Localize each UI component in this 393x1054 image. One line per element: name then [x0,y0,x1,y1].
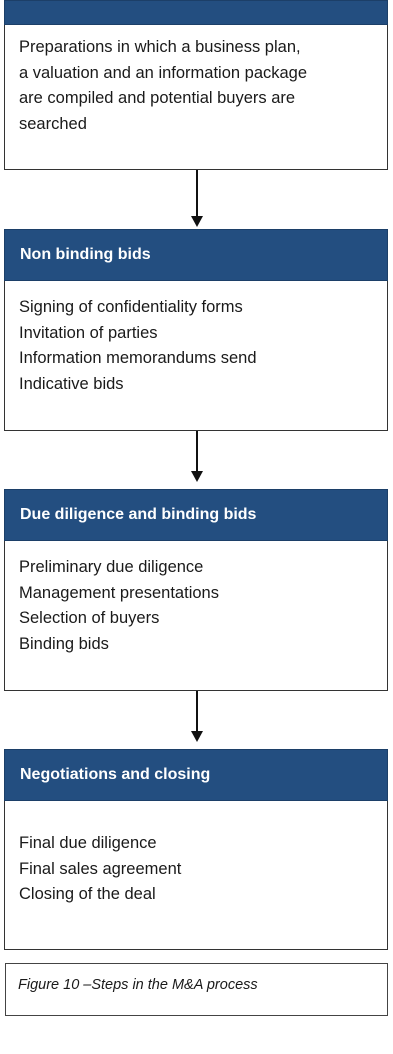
step-body-negotiations [4,801,388,950]
caption-text: Figure 10 –Steps in the M&A process [18,977,258,993]
step-body-non-binding-bids [4,281,388,431]
step-due-diligence [4,489,388,691]
arrow-3 [196,691,198,733]
arrow-3-head [191,731,203,742]
step-non-binding-bids [4,229,388,431]
arrow-1-head [191,216,203,227]
arrow-2-head [191,471,203,482]
step-item: Indicative bids [19,374,124,393]
step-item: Final sales agreement [19,859,182,878]
step-header-due-diligence [4,489,388,541]
step-item: Final due diligence [19,834,157,852]
step-item: Preliminary due diligence [19,558,204,576]
step-item: Binding bids [19,634,109,653]
step-item: searched [19,114,87,133]
arrow-2 [196,431,198,473]
step-item: Management presentations [19,583,219,602]
step-item: a valuation and an information package [19,63,308,82]
step-header-negotiations [4,749,388,801]
step-preparation [4,0,388,170]
figure-caption [5,963,388,1016]
step-item: Closing of the deal [19,885,156,903]
step-body-preparation [4,25,388,170]
step-negotiations [4,749,388,950]
step-item: Selection of buyers [19,609,160,627]
step-item: Preparations in which a business plan, [19,38,301,56]
step-header-preparation [4,0,388,25]
step-item: Signing of confidentiality forms [19,298,243,316]
step-header-non-binding-bids [4,229,388,281]
step-title: Negotiations and closing [20,766,211,783]
step-title: Due diligence and binding bids [20,506,257,523]
step-item: are compiled and potential buyers are [19,89,296,107]
arrow-1 [196,170,198,218]
step-item: Invitation of parties [19,323,158,342]
step-title: Non binding bids [20,246,151,263]
step-body-due-diligence [4,541,388,691]
step-item: Information memorandums send [19,349,257,367]
